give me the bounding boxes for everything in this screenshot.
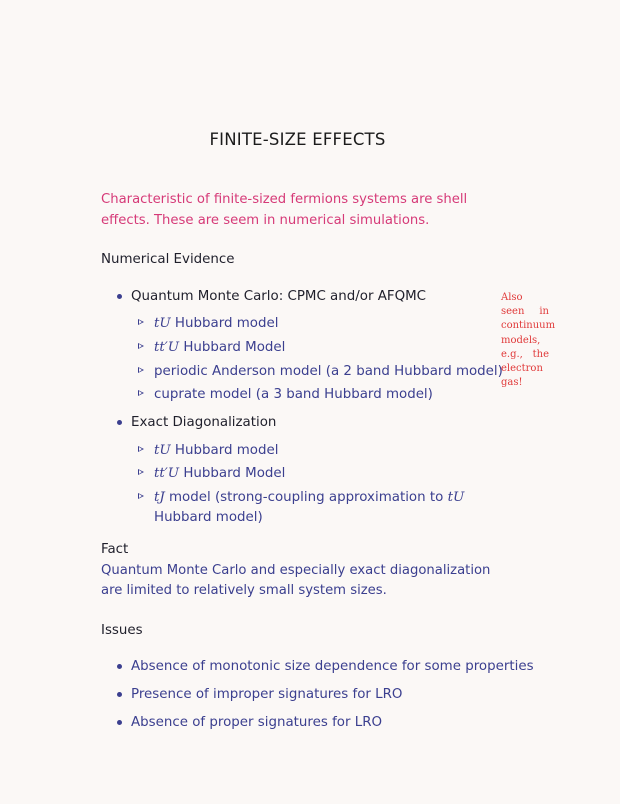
qmc-item bbox=[138, 338, 285, 358]
ed-item-math: tt′U bbox=[154, 466, 180, 481]
bullet-dot-icon bbox=[117, 720, 122, 725]
qmc-item-math: tU bbox=[154, 316, 171, 331]
ed-item-text: Hubbard model bbox=[170, 443, 279, 458]
qmc-item-math: tt′U bbox=[154, 340, 180, 355]
triangle-bullet-icon bbox=[138, 319, 144, 325]
numerical-evidence-heading: Numerical Evidence bbox=[101, 252, 235, 267]
qmc-item-text: Hubbard model bbox=[170, 316, 279, 331]
bullet-dot-icon bbox=[117, 294, 122, 299]
qmc-item bbox=[138, 385, 433, 405]
ed-item-text: model (strong-coupling approximation to bbox=[164, 490, 448, 505]
qmc-bullet bbox=[117, 289, 426, 304]
qmc-item bbox=[138, 314, 278, 334]
qmc-item-text: cuprate model (a 3 band Hubbard model) bbox=[154, 387, 433, 402]
qmc-item bbox=[138, 362, 503, 382]
qmc-label: Quantum Monte Carlo: CPMC and/or AFQMC bbox=[131, 289, 427, 304]
issue-text: Presence of improper signatures for LRO bbox=[131, 687, 403, 702]
issues-heading: Issues bbox=[101, 623, 143, 638]
qmc-item-text: periodic Anderson model (a 2 band Hubbard model) bbox=[154, 364, 503, 379]
issue-item bbox=[117, 687, 402, 702]
issue-item bbox=[117, 659, 534, 674]
ed-item-text: Hubbard model) bbox=[154, 510, 263, 525]
triangle-bullet-icon bbox=[138, 343, 144, 349]
triangle-bullet-icon bbox=[138, 493, 144, 499]
ed-item-text: Hubbard Model bbox=[179, 466, 286, 481]
ed-item bbox=[138, 441, 278, 461]
ed-bullet bbox=[117, 415, 276, 430]
margin-note: Also seen in continuum models, e.g., the electron gas! bbox=[501, 292, 556, 389]
bullet-dot-icon bbox=[117, 664, 122, 669]
bullet-dot-icon bbox=[117, 420, 122, 425]
page-title: FINITE-SIZE EFFECTS bbox=[209, 130, 386, 149]
issue-text: Absence of monotonic size dependence for some properties bbox=[131, 659, 534, 674]
bullet-dot-icon bbox=[117, 692, 122, 697]
qmc-item-text: Hubbard Model bbox=[179, 340, 286, 355]
triangle-bullet-icon bbox=[138, 367, 144, 373]
ed-label: Exact Diagonalization bbox=[131, 415, 277, 430]
triangle-bullet-icon bbox=[138, 469, 144, 475]
ed-item bbox=[138, 464, 285, 484]
ed-item-math: tU bbox=[447, 490, 465, 505]
fact-body: Quantum Monte Carlo and especially exact diagonalization are limited to relatively small system sizes. bbox=[101, 563, 491, 598]
ed-item-math: tU bbox=[154, 443, 171, 458]
ed-item bbox=[138, 488, 494, 528]
ed-item-math: tJ bbox=[154, 490, 165, 505]
fact-heading: Fact bbox=[101, 542, 129, 557]
intro-paragraph: Characteristic of finite-sized fermions systems are shell effects. These are seem in numerical simulations. bbox=[101, 192, 468, 228]
issue-text: Absence of proper signatures for LRO bbox=[131, 715, 383, 730]
issue-item bbox=[117, 715, 382, 730]
triangle-bullet-icon bbox=[138, 446, 144, 452]
triangle-bullet-icon bbox=[138, 390, 144, 396]
